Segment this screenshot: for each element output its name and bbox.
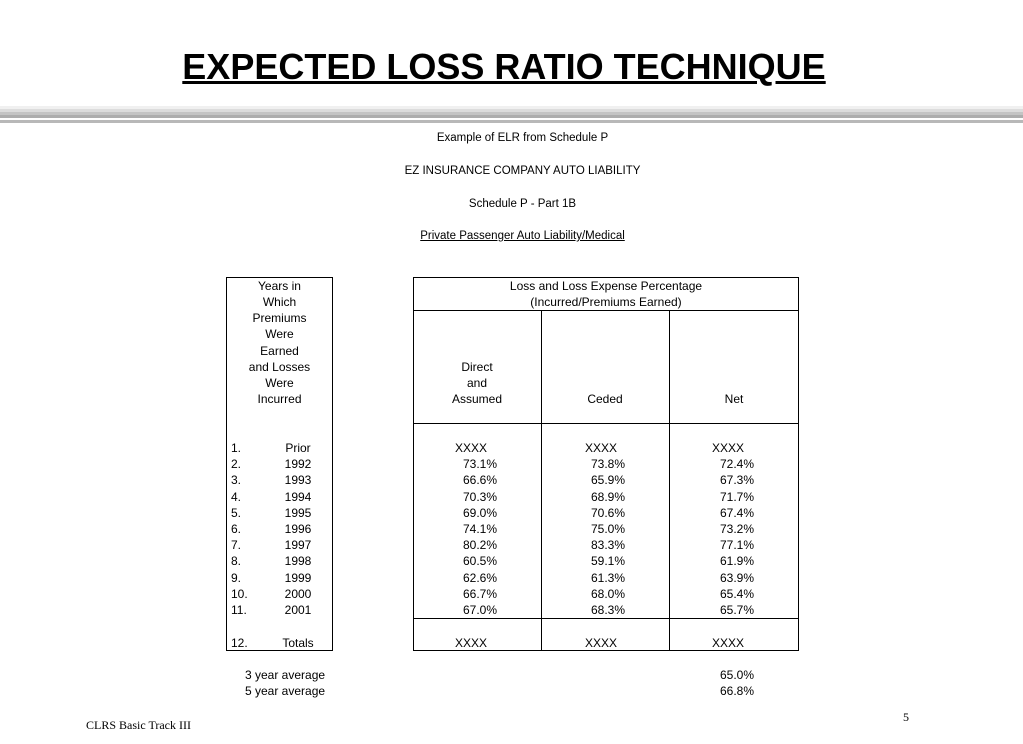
row-number: 2. [231,457,242,471]
row-ceded: 68.9% [590,490,625,504]
row-number: 6. [231,522,242,536]
row-net: 72.4% [719,457,754,471]
company-name: EZ INSURANCE COMPANY AUTO LIABILITY [404,165,641,177]
row-year: 1994 [284,490,312,504]
row-year: 1992 [284,457,312,471]
row-year: Prior [285,441,311,455]
row-year: 1993 [284,473,312,487]
years-header-line: Incurred [257,392,302,406]
column-header-rule [413,423,799,424]
net-header: Net [724,392,744,406]
totals-ceded: XXXX [585,636,618,650]
row-ceded: 73.8% [590,457,625,471]
row-ceded: 59.1% [590,554,625,568]
years-header-line: Were [265,376,294,390]
title-divider-bars [0,106,1023,123]
row-number: 11. [231,603,247,617]
row-number: 4. [231,490,242,504]
header-rule [413,310,799,311]
row-year: 1998 [284,554,312,568]
row-year: 1995 [284,506,312,520]
row-direct: 62.6% [462,571,497,585]
row-net: 77.1% [719,538,754,552]
row-net: 67.4% [719,506,754,520]
schedule-name: Schedule P - Part 1B [468,198,577,210]
totals-label: Totals [282,636,314,650]
totals-net: XXXX [712,636,745,650]
row-number: 3. [231,473,242,487]
footer-text: CLRS Basic Track III [86,718,191,732]
row-direct: 67.0% [462,603,497,617]
years-header-line: Were [265,327,294,341]
direct-header-line: and [466,376,488,390]
row-direct: 80.2% [462,538,497,552]
row-ceded: 68.3% [590,603,625,617]
row-ceded: 61.3% [590,571,625,585]
years-header-line: Which [262,295,297,309]
totals-number: 12. [231,636,248,650]
row-direct: 66.7% [462,587,497,601]
row-year: 1996 [284,522,312,536]
row-direct: 73.1% [462,457,497,471]
line-of-business: Private Passenger Auto Liability/Medical [420,230,625,242]
row-net: 71.7% [719,490,754,504]
row-net: 65.7% [719,603,754,617]
row-ceded: 68.0% [590,587,625,601]
row-year: 1997 [284,538,312,552]
row-ceded: XXXX [585,441,618,455]
row-number: 1. [231,441,242,455]
ceded-header: Ceded [587,392,623,406]
column-divider-1 [541,310,542,651]
years-header-line: Years in [258,279,301,293]
slide-title: EXPECTED LOSS RATIO TECHNIQUE [182,46,826,87]
direct-header-line: Assumed [451,392,503,406]
row-number: 9. [231,571,242,585]
totals-rule [413,618,799,619]
row-direct: XXXX [455,441,488,455]
row-direct: 69.0% [462,506,497,520]
example-caption: Example of ELR from Schedule P [436,132,609,144]
row-direct: 66.6% [462,473,497,487]
row-number: 5. [231,506,242,520]
three-year-average-label: 3 year average [245,668,326,682]
row-number: 10. [231,587,248,601]
row-number: 8. [231,554,242,568]
three-year-average-value: 65.0% [719,668,754,682]
row-ceded: 70.6% [590,506,625,520]
row-direct: 74.1% [462,522,497,536]
row-net: 73.2% [719,522,754,536]
percentage-header: Loss and Loss Expense Percentage [509,279,703,293]
five-year-average-label: 5 year average [245,684,326,698]
row-ceded: 65.9% [590,473,625,487]
row-year: 1999 [284,571,312,585]
percentage-subheader: (Incurred/Premiums Earned) [530,295,682,309]
row-direct: 70.3% [462,490,497,504]
row-ceded: 75.0% [590,522,625,536]
totals-direct: XXXX [455,636,488,650]
five-year-average-value: 66.8% [719,684,754,698]
row-direct: 60.5% [462,554,497,568]
years-header-line: Earned [260,344,299,358]
direct-header-line: Direct [461,360,493,374]
row-net: 67.3% [719,473,754,487]
row-net: 61.9% [719,554,754,568]
row-ceded: 83.3% [590,538,625,552]
row-net: 65.4% [719,587,754,601]
row-number: 7. [231,538,242,552]
years-header-line: Premiums [252,311,307,325]
page-number: 5 [903,710,909,724]
row-year: 2001 [284,603,312,617]
column-divider-2 [669,310,670,651]
row-year: 2000 [284,587,312,601]
row-net: XXXX [712,441,745,455]
years-header-line: and Losses [248,360,311,374]
row-net: 63.9% [719,571,754,585]
